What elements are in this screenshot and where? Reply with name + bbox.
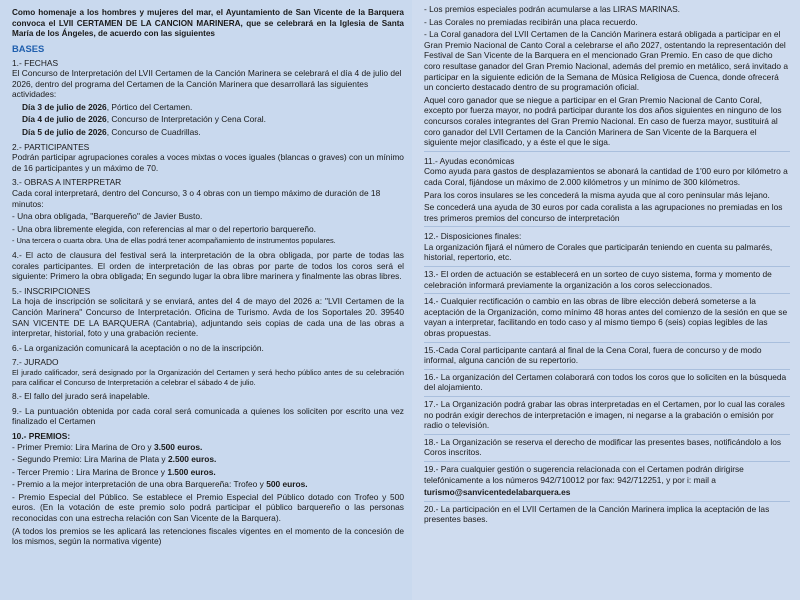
section-12-title: 12.- Disposiciones finales: — [424, 231, 522, 242]
unawarded-line: - Las Corales no premiadas recibirán una placa recuerdo. — [424, 16, 638, 27]
section-17-text: 17.- La Organización podrá grabar las obras interpretadas en el Certamen, por lo cual las corales no podrán exigir derechos de interpretación e imagen, ni negarse a la grabación o emisión por radio o televisión. — [424, 399, 785, 431]
divider — [424, 226, 790, 227]
section-15-text: 15.-Cada Coral participante cantará al final de la Cena Coral, fuera de concurso y de modo informal, alguna canción de su repertorio. — [424, 344, 762, 366]
date-item-3 — [12, 127, 404, 138]
date-item-1-text: , Pórtico del Certamen. — [106, 101, 193, 112]
section-2-text: Podrán participar agrupaciones corales a voces mixtas o voces iguales (blancas o graves) con un mínimo de 16 participantes y un máximo de 70. — [12, 152, 404, 173]
section-8-text: 8.- El fallo del jurado será inapelable. — [12, 391, 150, 402]
prize-4-amount: 500 euros. — [266, 479, 308, 490]
prize-2-label: - Segundo Premio: Lira Marina de Plata y — [12, 454, 168, 465]
public-prize-text: - Premio Especial del Público. Se establece el Premio Especial del Público dotado con Trofeo y 500 euros. (En la votación de este premio solo podrá participar el público barquereño o las personas reconocidas con una estrecha relación con San Vicente de la Barquera). — [12, 491, 404, 524]
divider — [424, 151, 790, 152]
date-item-1 — [12, 102, 404, 113]
prize-3-amount: 1.500 euros. — [167, 466, 216, 477]
divider — [424, 293, 790, 294]
section-19-text: 19.- Para cualquier gestión o sugerencia relacionada con el Certamen podrán dirigirse telefónicamente a los números 942/710012 por fax: 942/712251, y por i: mail a — [424, 463, 744, 485]
section-4-text: 4.- El acto de clausura del festival será la interpretación de la obra obligada, por parte de todas las corales participantes. El orden de interpretación de las obras por parte de todos los coros será el siguiente: Primero la obra obligada; En segundo lugar la obra libre marinera y finalmente las obras libres. — [12, 250, 404, 282]
date-item-1-date: Día 3 de julio de 2026 — [22, 101, 107, 112]
section-3-title: 3.- OBRAS A INTERPRETAR — [12, 177, 122, 188]
prize-2-amount: 2.500 euros. — [167, 454, 217, 465]
section-6-text: 6.- La organización comunicará la aceptación o no de la inscripción. — [12, 342, 264, 353]
prize-4-label: - Premio a la mejor interpretación de una obra Barquereña: Trofeo y — [12, 479, 267, 490]
right-column — [412, 0, 800, 600]
section-16-text: 16.- La organización del Certamen colaborará con todos los coros que lo soliciten en la búsqueda del alojamiento. — [424, 371, 787, 393]
section-2-title: 2.- PARTICIPANTES — [12, 141, 90, 152]
tax-note: (A todos los premios se les aplicará las retenciones fiscales vigentes en el momento de la concesión de los mismos, según la normativa vigente) — [12, 525, 404, 547]
section-20-text: 20.- La participación en el LVII Certamen de la Canción Marinera implica la aceptación de las presentes bases. — [424, 503, 770, 525]
section-10-title: 10.- PREMIOS: — [12, 430, 71, 441]
divider — [424, 369, 790, 370]
obra-item-1: - Una obra obligada, "Barquereño" de Javier Busto. — [12, 211, 203, 222]
divider — [424, 342, 790, 343]
divider — [424, 434, 790, 435]
date-item-2-text: , Concurso de Interpretación y Cena Coral. — [106, 114, 266, 125]
prize-item-4 — [12, 479, 404, 490]
section-7-text: El jurado calificador, será designado por la Organización del Certamen y será hecho público antes de su celebración para calificar el Concurso de Interpretación a celebrar el sábado 4 de julio. — [12, 367, 404, 387]
divider — [424, 266, 790, 267]
date-item-2 — [12, 114, 404, 125]
section-1-text: El Concurso de Interpretación del LVII Certamen de la Canción Marinera se celebrará el día 4 de julio del 2026, dentro del programa del Certamen de la Canción Marinera que desarrollará las siguientes actividades: — [12, 68, 402, 100]
section-14-text: 14.- Cualquier rectificación o cambio en las obras de libre elección deberá someterse a la aceptación de la Organización, como mínimo 48 horas antes del comienzo de la sesión en que se vayan a interpretar, facilitando en todo caso y al mismo tiempo 6 (seis) copias legibles de las obras propuestas. — [424, 296, 788, 339]
date-item-2-date: Día 4 de julio de 2026 — [22, 114, 107, 125]
special-prizes-line: - Los premios especiales podrán acumularse a las LIRAS MARINAS. — [424, 4, 681, 14]
contact-email-link[interactable]: turismo@sanvicentedelabarquera.es — [424, 487, 571, 498]
section-1-title: 1.- FECHAS — [12, 57, 59, 68]
date-item-3-text: , Concurso de Cuadrillas. — [106, 127, 201, 138]
winning-coral-text-2: Aquel coro ganador que se niegue a participar en el Gran Premio Nacional de Canto Coral, excepto por fuerza mayor, no podrá participar durante los dos años siguientes en ninguno de los concursos corales integrantes del Gran Premio Nacional. En caso de fuerza mayor, sustituirá al coro ganador del LVII Certamen de la Canción Marinera de San Vicente de la Barquera el siguiente mejor clasificado, y a éste el que le siga. — [424, 94, 782, 148]
section-5-title: 5.- INSCRIPCIONES — [12, 285, 91, 296]
section-12-text: La organización fijará el número de Corales que participarán teniendo en cuenta su palmarés, historial, repertorio, etc. — [424, 241, 773, 263]
section-11-title: 11.- Ayudas económicas — [424, 155, 515, 166]
obra-item-2: - Una obra libremente elegida, con referencias al mar o del repertorio barquereño. — [12, 223, 316, 234]
date-item-3-date: Día 5 de julio de 2026 — [22, 127, 107, 138]
section-9-text: 9.- La puntuación obtenida por cada coral será comunicada a quienes los soliciten por escrito una vez finalizado el Certamen — [12, 405, 404, 427]
section-13-text: 13.- El orden de actuación se establecerá en un sorteo de cuyo sistema, forma y momento de celebración informará previamente la organización a los coros seleccionados. — [424, 269, 772, 290]
divider — [424, 396, 790, 397]
intro-text: Como homenaje a los hombres y mujeres del mar, el Ayuntamiento de San Vicente de la Barquera convoca el LVII CERTAMEN DE LA CANCION MARINERA, que se celebrará en la Iglesia de Santa María de los Ángeles, de acuerdo con las siguientes — [12, 8, 404, 38]
divider — [424, 501, 790, 502]
divider — [424, 461, 790, 462]
section-18-text: 18.- La Organización se reserva el derecho de modificar las presentes bases, notificándolo a los Coros inscritos. — [424, 436, 782, 458]
section-7-title: 7.- JURADO — [12, 357, 59, 368]
prize-1-amount: 3.500 euros. — [153, 441, 203, 452]
section-5-text: La hoja de inscripción se solicitará y se enviará, antes del 4 de mayo del 2026 a: "LVII Certamen de la Canción Marinera" Concurso de Interpretación. Oficina de Turismo. Avda de los Soportales 20. 39540 SAN VICENTE DE LA BARQUERA (Cantabria), adjuntando seis copias de cada una de las obras a interpretar, historial, foto y una grabación reciente. — [12, 296, 404, 339]
section-3-text: Cada coral interpretará, dentro del Concurso, 3 o 4 obras con un tiempo máximo de duración de 18 minutos: — [12, 188, 381, 209]
prize-item-2 — [12, 454, 404, 465]
prize-3-label: - Tercer Premio : Lira Marina de Bronce y — [12, 466, 168, 477]
section-11-text: Como ayuda para gastos de desplazamientos se abonará la cantidad de 1'00 euro por kilómetro a cada Coral, fijándose un máximo de 2.000 kilómetros y un mínimo de 300 kilómetros. — [424, 166, 788, 187]
section-11-text-2: Para los coros insulares se les concederá la misma ayuda que al coro peninsular más lejano. — [424, 189, 770, 200]
prize-item-1 — [12, 442, 404, 453]
bases-title: BASES — [12, 42, 45, 54]
section-11-text-3: Se concederá una ayuda de 30 euros por cada coralista a las agrupaciones no premiadas en los tres primeros premios del concurso de interpretación — [424, 202, 783, 223]
prize-1-label: - Primer Premio: Lira Marina de Oro y — [12, 441, 154, 452]
obra-item-3: - Una tercera o cuarta obra. Una de ellas podrá tener acompañamiento de instrumentos populares. — [12, 236, 336, 246]
winning-coral-text: - La Coral ganadora del LVII Certamen de la Canción Marinera estará obligada a participar en el Gran Premio Nacional de Canto Coral a celebrarse el año 2027, ostentando la representación del Festival de San Vicente de la Barquera en el mencionado Gran Premio. En caso de que dicho coro resultase ganador del Gran Premio Nacional, además del premio en metálico, será invitado a participar en la siguiente edición de la Semana de Música Religiosa de Cuenca, donde ofrecerá un concierto destacado dentro de su programación oficial. — [424, 29, 789, 93]
prize-item-3 — [12, 467, 404, 478]
